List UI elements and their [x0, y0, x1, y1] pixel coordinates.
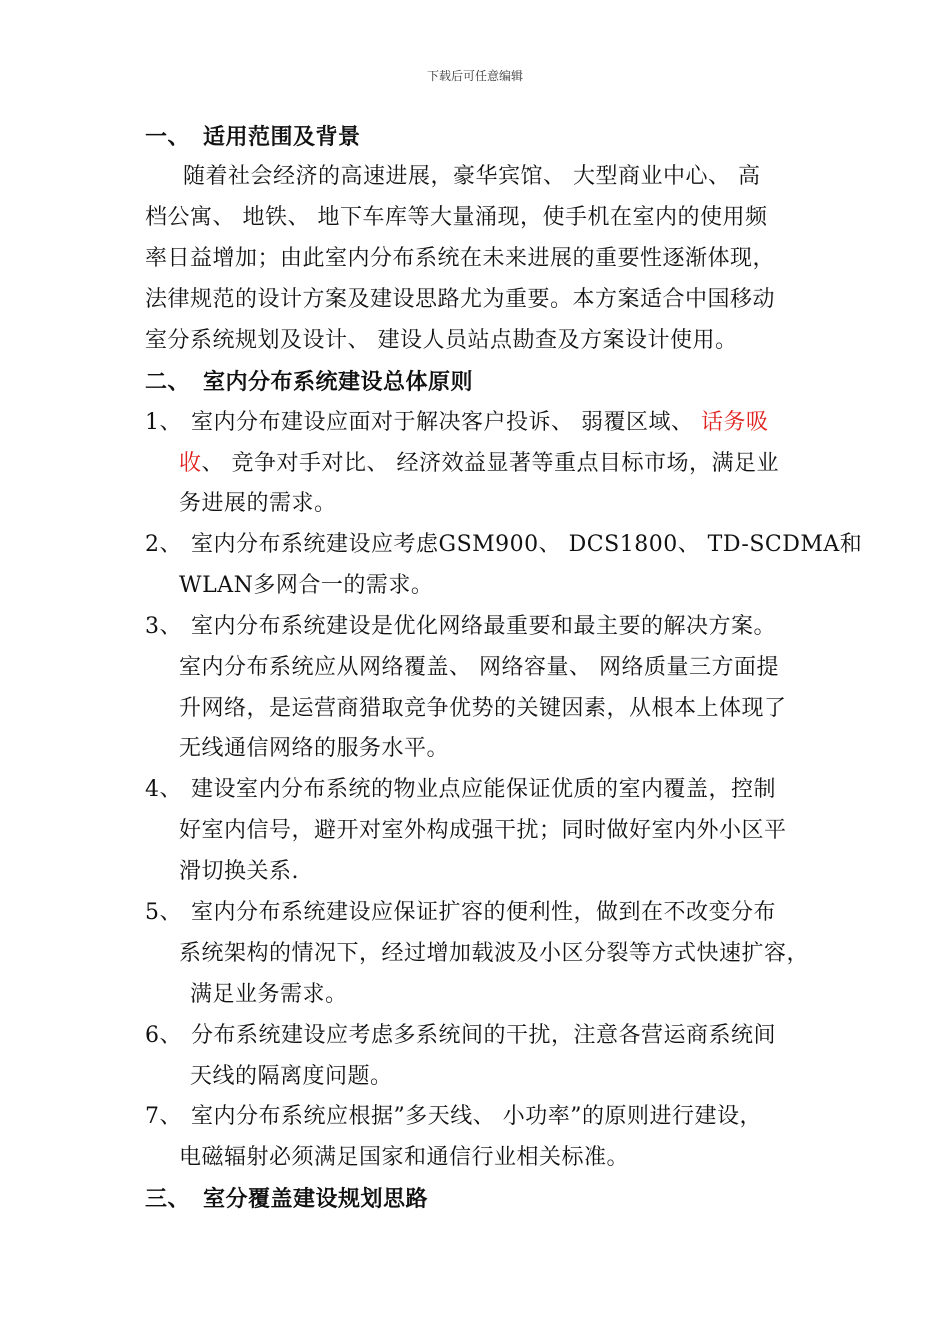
- section-number: 一、: [145, 124, 191, 150]
- section-heading-2: [145, 367, 473, 397]
- highlighted-text: 收: [179, 451, 202, 476]
- item-number: 2、: [145, 532, 182, 557]
- list-item-7: [145, 1102, 762, 1132]
- paragraph-line: 室分系统规划及设计、 建设人员站点勘查及方案设计使用。: [145, 328, 738, 353]
- list-item-5: [145, 898, 776, 928]
- paragraph-line: 法律规范的设计方案及建设思路尤为重要。本方案适合中国移动: [145, 287, 776, 312]
- item-text: 室内分布建设应面对于解决客户投诉、 弱覆区域、: [191, 410, 701, 435]
- item-number: 6、: [145, 1023, 182, 1048]
- list-item-4-line: 好室内信号，避开对室外构成强干扰；同时做好室内外小区平: [179, 818, 787, 843]
- list-item-1-line: 务进展的需求。: [179, 491, 337, 516]
- list-item-3-line: 无线通信网络的服务水平。: [179, 736, 450, 761]
- item-number: 3、: [145, 614, 182, 639]
- list-item-6: [145, 1021, 776, 1051]
- section-number: 三、: [145, 1186, 191, 1212]
- page-header: 下载后可任意编辑: [426, 69, 523, 83]
- list-item-3-line: 升网络，是运营商猎取竞争优势的关键因素，从根本上体现了: [179, 696, 787, 721]
- list-item-2: [145, 530, 862, 560]
- item-text: 室内分布系统应根据”多天线、 小功率”的原则进行建设，: [191, 1104, 762, 1129]
- item-number: 5、: [145, 900, 182, 925]
- list-item-1: [145, 408, 769, 438]
- section-heading-1: [145, 122, 361, 152]
- list-item-4: [145, 775, 776, 805]
- list-item-3: [145, 612, 776, 642]
- section-title: 适用范围及背景: [203, 124, 361, 150]
- section-title: 室分覆盖建设规划思路: [203, 1186, 429, 1212]
- list-item-2-line: WLAN多网合一的需求。: [179, 573, 434, 598]
- list-item-3-line: 室内分布系统应从网络覆盖、 网络容量、 网络质量三方面提: [179, 655, 779, 680]
- item-number: 4、: [145, 777, 182, 802]
- item-number: 7、: [145, 1104, 182, 1129]
- list-item-4-line: 滑切换关系.: [179, 859, 299, 884]
- highlighted-text: 话务吸: [701, 410, 769, 435]
- section-number: 二、: [145, 369, 191, 395]
- item-text: 室内分布系统建设是优化网络最重要和最主要的解决方案。: [191, 614, 777, 639]
- item-text: 分布系统建设应考虑多系统间的干扰，注意各营运商系统间: [191, 1023, 777, 1048]
- paragraph-line: 档公寓、 地铁、 地下车库等大量涌现，使手机在室内的使用频: [145, 205, 768, 230]
- item-text: 、 竞争对手对比、 经济效益显著等重点目标市场，满足业: [201, 451, 780, 476]
- list-item-1-line: [179, 449, 779, 479]
- item-text: 室内分布系统建设应考虑GSM900、 DCS1800、 TD-SCDMA和: [191, 532, 863, 557]
- list-item-5-line: 满足业务需求。: [190, 982, 348, 1007]
- list-item-6-line: 天线的隔离度问题。: [190, 1064, 393, 1089]
- paragraph-line: 率日益增加；由此室内分布系统在未来进展的重要性逐渐体现，: [145, 246, 776, 271]
- item-text: 室内分布系统建设应保证扩容的便利性，做到在不改变分布: [191, 900, 777, 925]
- list-item-5-line: 系统架构的情况下，经过增加载波及小区分裂等方式快速扩容，: [179, 941, 810, 966]
- item-text: 建设室内分布系统的物业点应能保证优质的室内覆盖，控制: [191, 777, 777, 802]
- section-heading-3: [145, 1184, 428, 1214]
- paragraph-line: 随着社会经济的高速进展，豪华宾馆、 大型商业中心、 高: [183, 164, 761, 189]
- section-title: 室内分布系统建设总体原则: [203, 369, 474, 395]
- item-number: 1、: [145, 410, 182, 435]
- list-item-7-line: 电磁辐射必须满足国家和通信行业相关标准。: [179, 1145, 630, 1170]
